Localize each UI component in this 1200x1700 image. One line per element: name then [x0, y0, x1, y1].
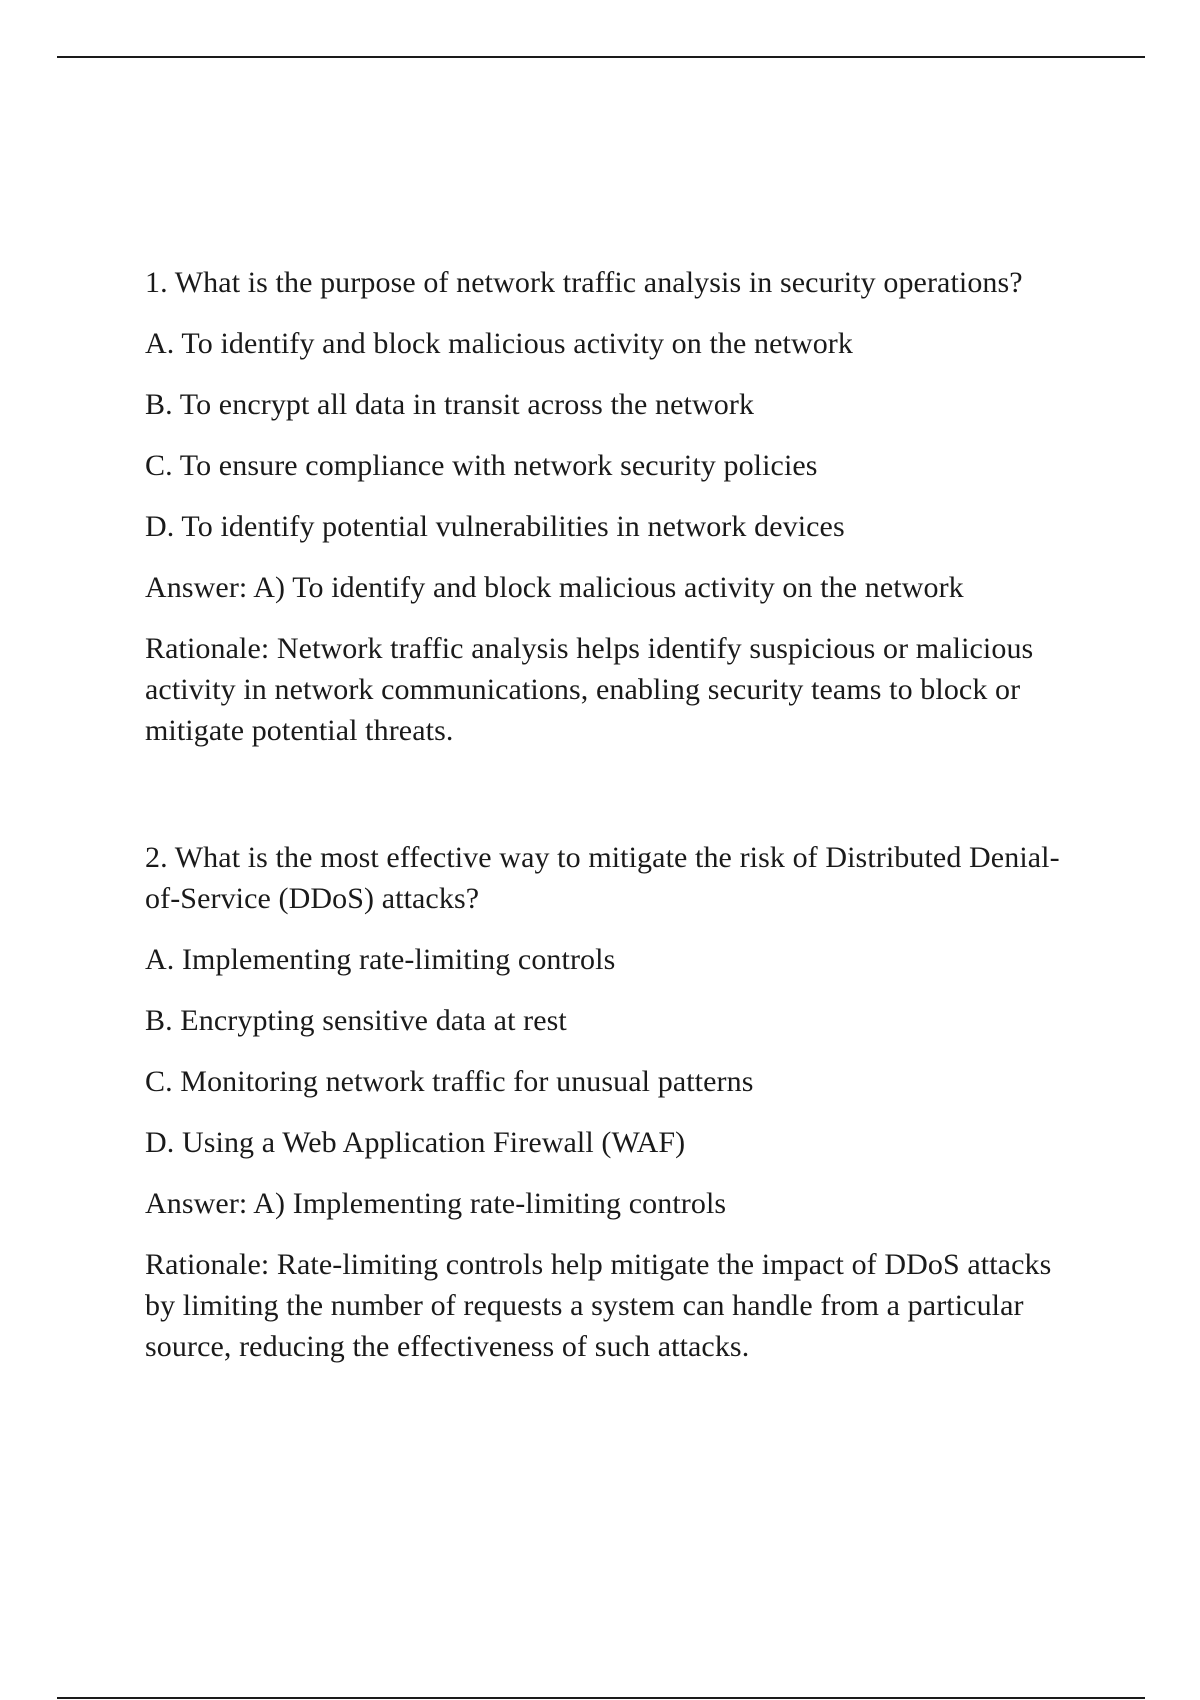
header-divider — [57, 56, 1145, 58]
answer-text: Answer: A) To identify and block malicious activity on the network — [145, 571, 964, 604]
question-block-1 — [145, 262, 1085, 751]
rationale-text: Rationale: Network traffic analysis helps identify suspicious or malicious activity in network communications, enabling security teams to block or mitigate potential threats. — [145, 632, 1034, 747]
answer-text: Answer: A) Implementing rate-limiting controls — [145, 1187, 727, 1220]
option-c: C. To ensure compliance with network security policies — [145, 449, 818, 482]
rationale-text: Rationale: Rate-limiting controls help mitigate the impact of DDoS attacks by limiting the number of requests a system can handle from a particular source, reducing the effectiveness of such attacks. — [145, 1248, 1052, 1363]
option-a: A. Implementing rate-limiting controls — [145, 943, 616, 976]
option-d: D. Using a Web Application Firewall (WAF) — [145, 1126, 686, 1159]
footer-divider — [57, 1697, 1145, 1699]
option-b: B. To encrypt all data in transit across the network — [145, 388, 755, 421]
question-text: 2. What is the most effective way to mitigate the risk of Distributed Denial-of-Service (DDoS) attacks? — [145, 841, 1060, 915]
question-block-2 — [145, 837, 1085, 1367]
option-b: B. Encrypting sensitive data at rest — [145, 1004, 567, 1037]
option-c: C. Monitoring network traffic for unusual patterns — [145, 1065, 754, 1098]
document-body — [145, 262, 1085, 1367]
option-a: A. To identify and block malicious activity on the network — [145, 327, 854, 360]
option-d: D. To identify potential vulnerabilities in network devices — [145, 510, 845, 543]
question-text: 1. What is the purpose of network traffic analysis in security operations? — [145, 266, 1023, 299]
